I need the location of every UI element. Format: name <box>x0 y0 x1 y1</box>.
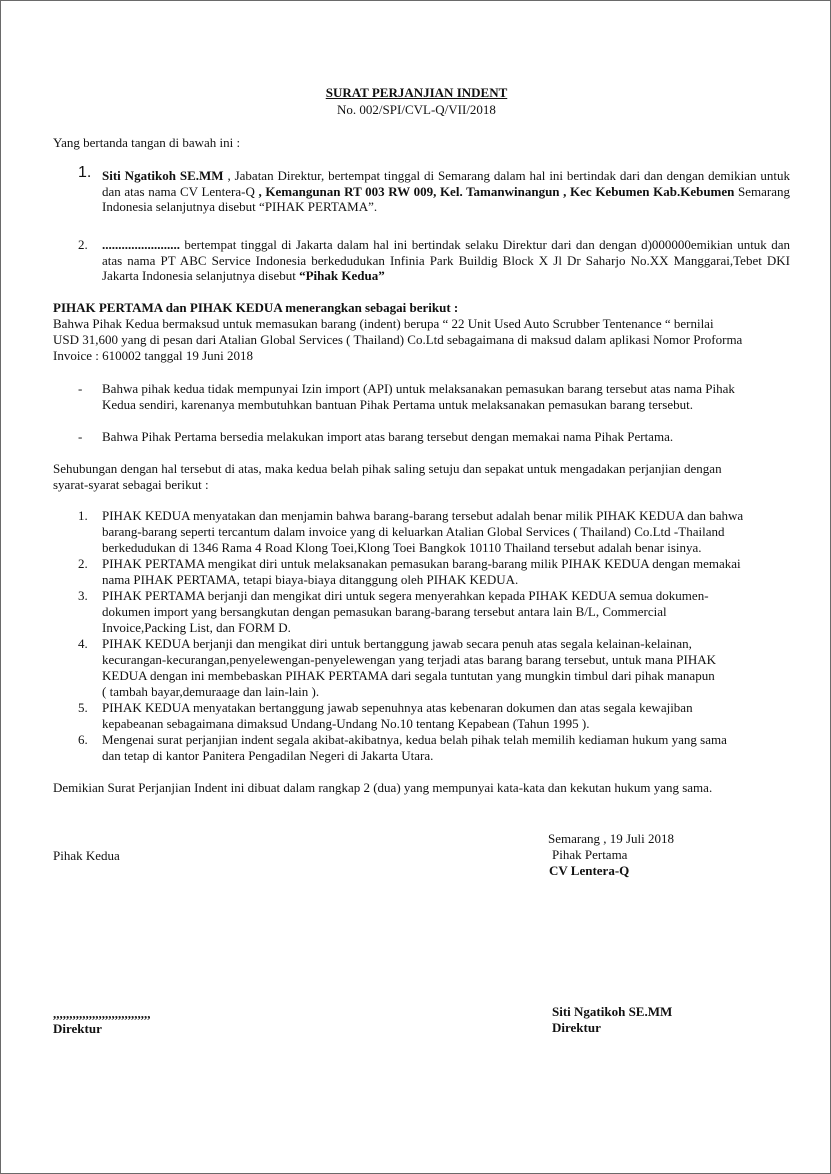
bullet-mark: - <box>78 381 83 396</box>
party-2-name: ........................ <box>102 237 180 252</box>
document-title: SURAT PERJANJIAN INDENT <box>325 85 508 100</box>
statement-line: USD 31,600 yang di pesan dari Atalian Global Services ( Thailand) Co.Ltd sebagaimana di maksud dalam aplikasi Nomor Proforma <box>53 332 743 347</box>
party-1-alias: Semarang Indonesia selanjutnya disebut “PIHAK PERTAMA”. <box>102 183 790 214</box>
agreement-intro-line: syarat-syarat sebagai berikut : <box>53 477 209 492</box>
term-line: barang-barang seperti tercantum dalam invoice yang di keluarkan Atalian Global Services ( Thailand) Co.Ltd -Thailand <box>102 524 725 539</box>
term-line: kecurangan-kecurangan,penyelewengan-penyelewengan yang terjadi atas barang barang tersebut, untuk mana PIHAK <box>102 652 716 667</box>
term-line: kepabeanan sebagaimana dimaksud Undang-Undang No.10 tentang Kepabean (Tahun 1995 ). <box>102 716 590 731</box>
statement-heading: PIHAK PERTAMA dan PIHAK KEDUA menerangkan sebagai berikut : <box>53 300 459 315</box>
statement-line: Bahwa Pihak Kedua bermaksud untuk memasukan barang (indent) berupa “ 22 Unit Used Auto Scrubber Tentenance “ bernilai <box>53 316 714 331</box>
signature-right-label: Pihak Pertama <box>552 847 628 862</box>
party-2-alias: “Pihak Kedua” <box>299 268 385 283</box>
term-line: PIHAK PERTAMA berjanji dan mengikat diri untuk segera menyerahkan kepada PIHAK KEDUA semua dokumen- <box>102 588 709 603</box>
intro-text: Yang bertanda tangan di bawah ini : <box>53 135 241 150</box>
statement-line: Invoice : 610002 tanggal 19 Juni 2018 <box>53 348 254 363</box>
signature-right-company: CV Lentera-Q <box>549 863 630 878</box>
term-line: KEDUA dengan ini membebaskan PIHAK PERTAMA dari segala tuntutan yang mungkin timbul dari pihak manapun <box>102 668 715 683</box>
term-line: Mengenai surat perjanjian indent segala akibat-akibatnya, kedua belah pihak telah memilih kediaman hukum yang sama <box>102 732 727 747</box>
term-number: 4. <box>78 636 88 651</box>
party-2-text <box>102 237 790 284</box>
party-2-number: 2. <box>78 237 88 252</box>
term-number: 5. <box>78 700 88 715</box>
bullet-line: Bahwa Pihak Pertama bersedia melakukan import atas barang tersebut dengan memakai nama Pihak Pertama. <box>102 429 674 444</box>
term-line: dan tetap di kantor Panitera Pengadilan Negeri di Jakarta Utara. <box>102 748 434 763</box>
term-line: PIHAK PERTAMA mengikat diri untuk melaksanakan pemasukan barang-barang milik PIHAK KEDUA dengan memakai <box>102 556 741 571</box>
title-block <box>1 85 831 117</box>
bullet-line: Bahwa pihak kedua tidak mempunyai Izin import (API) untuk melaksanakan pemasukan barang tersebut atas nama Pihak <box>102 381 735 396</box>
term-line: Invoice,Packing List, dan FORM D. <box>102 620 291 635</box>
agreement-intro-line: Sehubungan dengan hal tersebut di atas, maka kedua belah pihak saling setuju dan sepakat untuk mengadakan perjanjian dengan <box>53 461 722 476</box>
closing-text: Demikian Surat Perjanjian Indent ini dibuat dalam rangkap 2 (dua) yang mempunyai kata-kata dan kekutan hukum yang sama. <box>53 780 713 795</box>
term-line: berkedudukan di 1346 Rama 4 Road Klong Toei,Klong Toei Bangkok 10110 Thailand tersebut adalah benar isinya. <box>102 540 702 555</box>
party-1-text <box>102 168 790 215</box>
party-2-desc: bertempat tinggal di Jakarta dalam hal ini bertindak selaku Direktur dari dan dengan d)000000emikian untuk dan atas nama PT ABC Service Indonesia berkedudukan Infinia Park Buildig Block X Jl Dr Saharjo No.XX Manggarai,Tebet DKI Jakarta Indonesia selanjutnya disebut <box>102 237 790 283</box>
term-line: nama PIHAK PERTAMA, tetapi biaya-biaya ditanggung oleh PIHAK KEDUA. <box>102 572 519 587</box>
party-1-desc: , Jabatan Direktur, bertempat tinggal di Semarang dalam hal ini bertindak dari dan dengan demikian untuk dan atas nama CV Lentera-Q <box>102 168 790 199</box>
term-line: PIHAK KEDUA menyatakan dan menjamin bahwa barang-barang tersebut adalah benar milik PIHAK KEDUA dan bahwa <box>102 508 744 523</box>
signature-right-name: Siti Ngatikoh SE.MM <box>552 1004 673 1019</box>
signature-right-title: Direktur <box>552 1020 601 1035</box>
term-number: 1. <box>78 508 88 523</box>
place-date: Semarang , 19 Juli 2018 <box>548 831 675 846</box>
signature-left-name: ,,,,,,,,,,,,,,,,,,,,,,,,,,,,,, <box>53 1006 151 1021</box>
term-number: 2. <box>78 556 88 571</box>
term-line: PIHAK KEDUA menyatakan bertanggung jawab sepenuhnya atas kebenaran dokumen dan atas segala kewajiban <box>102 700 693 715</box>
term-number: 6. <box>78 732 88 747</box>
party-1-address: , Kemangunan RT 003 RW 009, Kel. Tamanwinangun , Kec Kebumen Kab.Kebumen <box>258 183 735 199</box>
term-line: PIHAK KEDUA berjanji dan mengikat diri untuk bertanggung jawab secara penuh atas segala kelainan-kelainan, <box>102 636 692 651</box>
document-number: No. 002/SPI/CVL-Q/VII/2018 <box>337 101 496 117</box>
signature-left-title: Direktur <box>53 1021 102 1036</box>
party-1-name: Siti Ngatikoh SE.MM <box>102 168 224 183</box>
term-line: dokumen import yang bersangkutan dengan pemasukan barang-barang tersebut antara lain B/L, Commercial <box>102 604 667 619</box>
bullet-line: Kedua sendiri, karenanya membutuhkan bantuan Pihak Pertama untuk melaksanakan pemasukan barang tersebut. <box>102 397 693 412</box>
signature-left-label: Pihak Kedua <box>53 848 120 863</box>
party-1-number: 1. <box>78 164 92 181</box>
term-line: ( tambah bayar,demuraage dan lain-lain ). <box>102 684 320 699</box>
bullet-mark: - <box>78 429 83 444</box>
term-number: 3. <box>78 588 88 603</box>
